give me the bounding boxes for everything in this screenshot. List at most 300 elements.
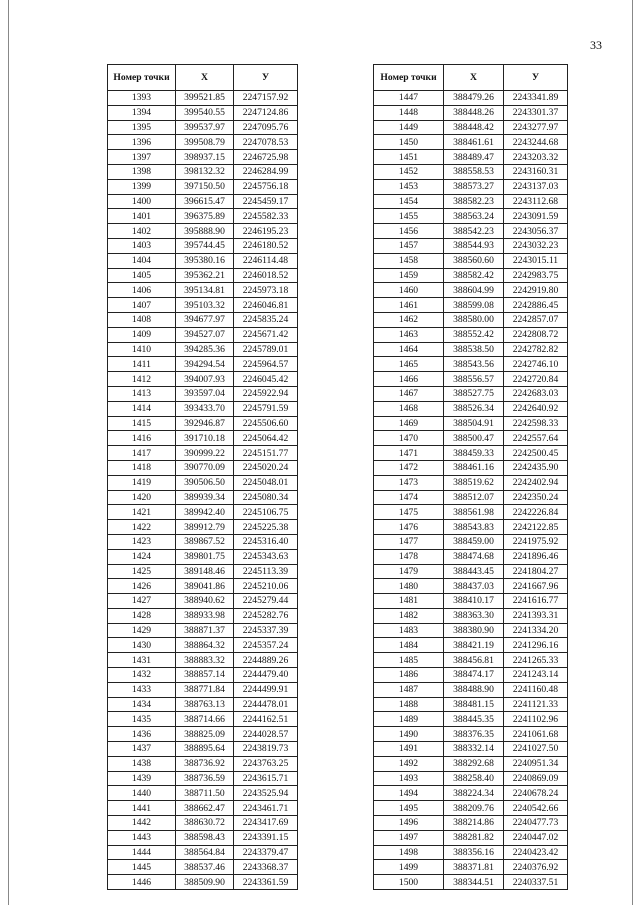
cell-x: 389942.40 (176, 505, 234, 520)
cell-point-number: 1490 (374, 727, 444, 742)
cell-x: 389148.46 (176, 564, 234, 579)
cell-x: 388214.86 (444, 816, 504, 831)
cell-y: 2244478.01 (234, 697, 298, 712)
cell-point-number: 1496 (374, 816, 444, 831)
table-row (374, 623, 568, 638)
page-number: 33 (590, 38, 602, 52)
cell-x: 395362.21 (176, 268, 234, 283)
cell-x: 388864.32 (176, 638, 234, 653)
table-row (374, 268, 568, 283)
cell-y: 2242983.75 (504, 268, 568, 283)
cell-x: 389041.86 (176, 579, 234, 594)
cell-y: 2243819.73 (234, 742, 298, 757)
table-row (374, 697, 568, 712)
table-row (374, 446, 568, 461)
cell-y: 2240951.34 (504, 756, 568, 771)
cell-point-number: 1477 (374, 534, 444, 549)
cell-point-number: 1458 (374, 253, 444, 268)
cell-x: 388461.61 (444, 135, 504, 150)
cell-y: 2243032.23 (504, 238, 568, 253)
table-row (374, 860, 568, 875)
cell-x: 393597.04 (176, 386, 234, 401)
cell-x: 388582.23 (444, 194, 504, 209)
cell-x: 388736.59 (176, 771, 234, 786)
cell-y: 2243763.25 (234, 756, 298, 771)
cell-x: 388564.84 (176, 845, 234, 860)
cell-y: 2246725.98 (234, 150, 298, 165)
table-row (374, 771, 568, 786)
cell-x: 396375.89 (176, 209, 234, 224)
table-row (374, 91, 568, 106)
table-row (374, 786, 568, 801)
cell-x: 388224.34 (444, 786, 504, 801)
cell-y: 2244479.40 (234, 668, 298, 683)
cell-y: 2245343.63 (234, 549, 298, 564)
table-row (374, 224, 568, 239)
cell-y: 2241160.48 (504, 682, 568, 697)
cell-x: 388459.00 (444, 534, 504, 549)
cell-point-number: 1497 (374, 830, 444, 845)
cell-point-number: 1404 (108, 253, 176, 268)
table-row (374, 653, 568, 668)
table-row (108, 431, 298, 446)
cell-x: 388500.47 (444, 431, 504, 446)
cell-x: 388552.42 (444, 327, 504, 342)
cell-y: 2241975.92 (504, 534, 568, 549)
cell-y: 2245756.18 (234, 179, 298, 194)
cell-x: 394007.93 (176, 372, 234, 387)
table-row (108, 520, 298, 535)
cell-y: 2245151.77 (234, 446, 298, 461)
table-row (374, 135, 568, 150)
cell-point-number: 1479 (374, 564, 444, 579)
cell-point-number: 1412 (108, 372, 176, 387)
cell-point-number: 1420 (108, 490, 176, 505)
cell-x: 389912.79 (176, 520, 234, 535)
cell-y: 2243203.32 (504, 150, 568, 165)
cell-point-number: 1447 (374, 91, 444, 106)
cell-point-number: 1397 (108, 150, 176, 165)
table-row (108, 860, 298, 875)
cell-y: 2241896.46 (504, 549, 568, 564)
table-row (108, 342, 298, 357)
cell-point-number: 1413 (108, 386, 176, 401)
cell-point-number: 1485 (374, 653, 444, 668)
cell-x: 388857.14 (176, 668, 234, 683)
cell-y: 2240376.92 (504, 860, 568, 875)
table-row (374, 150, 568, 165)
table-row (108, 209, 298, 224)
table-row (108, 608, 298, 623)
cell-x: 398937.15 (176, 150, 234, 165)
cell-point-number: 1500 (374, 875, 444, 890)
cell-point-number: 1487 (374, 682, 444, 697)
cell-point-number: 1414 (108, 401, 176, 416)
cell-y: 2243112.68 (504, 194, 568, 209)
cell-x: 388561.98 (444, 505, 504, 520)
cell-x: 399521.85 (176, 91, 234, 106)
cell-x: 388344.51 (444, 875, 504, 890)
cell-y: 2241667.96 (504, 579, 568, 594)
cell-x: 399537.97 (176, 120, 234, 135)
cell-point-number: 1430 (108, 638, 176, 653)
coordinates-table-left (107, 64, 298, 890)
cell-y: 2242226.84 (504, 505, 568, 520)
cell-x: 390999.22 (176, 446, 234, 461)
cell-point-number: 1418 (108, 460, 176, 475)
cell-y: 2242350.24 (504, 490, 568, 505)
cell-point-number: 1454 (374, 194, 444, 209)
cell-x: 395103.32 (176, 298, 234, 313)
table-row (374, 179, 568, 194)
cell-x: 389801.75 (176, 549, 234, 564)
cell-x: 392946.87 (176, 416, 234, 431)
cell-y: 2241393.31 (504, 608, 568, 623)
table-row (374, 742, 568, 757)
cell-point-number: 1460 (374, 283, 444, 298)
cell-point-number: 1471 (374, 446, 444, 461)
cell-x: 388573.27 (444, 179, 504, 194)
cell-y: 2241334.20 (504, 623, 568, 638)
cell-y: 2242919.80 (504, 283, 568, 298)
cell-point-number: 1488 (374, 697, 444, 712)
cell-x: 388437.03 (444, 579, 504, 594)
cell-y: 2245789.01 (234, 342, 298, 357)
cell-y: 2245113.39 (234, 564, 298, 579)
cell-point-number: 1423 (108, 534, 176, 549)
cell-x: 388410.17 (444, 594, 504, 609)
cell-x: 388630.72 (176, 816, 234, 831)
cell-y: 2241243.14 (504, 668, 568, 683)
table-row (108, 742, 298, 757)
cell-point-number: 1486 (374, 668, 444, 683)
cell-x: 395134.81 (176, 283, 234, 298)
cell-x: 388558.53 (444, 164, 504, 179)
cell-x: 388526.34 (444, 401, 504, 416)
header-y: У (504, 65, 568, 91)
table-row (374, 579, 568, 594)
cell-x: 388504.91 (444, 416, 504, 431)
cell-y: 2242557.64 (504, 431, 568, 446)
table-header-row (374, 65, 568, 91)
cell-point-number: 1480 (374, 579, 444, 594)
table-row (374, 801, 568, 816)
cell-x: 388883.32 (176, 653, 234, 668)
cell-x: 388371.81 (444, 860, 504, 875)
table-row (108, 771, 298, 786)
cell-x: 388599.08 (444, 298, 504, 313)
cell-y: 2245973.18 (234, 283, 298, 298)
cell-x: 388489.47 (444, 150, 504, 165)
table-row (374, 490, 568, 505)
cell-point-number: 1439 (108, 771, 176, 786)
cell-y: 2243091.59 (504, 209, 568, 224)
cell-y: 2245048.01 (234, 475, 298, 490)
cell-point-number: 1450 (374, 135, 444, 150)
cell-point-number: 1468 (374, 401, 444, 416)
cell-y: 2242122.85 (504, 520, 568, 535)
cell-point-number: 1436 (108, 727, 176, 742)
cell-y: 2247124.86 (234, 105, 298, 120)
table-row (374, 105, 568, 120)
table-row (108, 357, 298, 372)
cell-point-number: 1440 (108, 786, 176, 801)
cell-point-number: 1475 (374, 505, 444, 520)
cell-y: 2243368.37 (234, 860, 298, 875)
cell-x: 388763.13 (176, 697, 234, 712)
cell-y: 2243525.94 (234, 786, 298, 801)
cell-point-number: 1416 (108, 431, 176, 446)
table-row (374, 756, 568, 771)
cell-x: 388376.35 (444, 727, 504, 742)
cell-point-number: 1394 (108, 105, 176, 120)
cell-point-number: 1478 (374, 549, 444, 564)
cell-point-number: 1495 (374, 801, 444, 816)
table-row (108, 416, 298, 431)
cell-x: 394677.97 (176, 312, 234, 327)
cell-point-number: 1426 (108, 579, 176, 594)
table-row (374, 238, 568, 253)
cell-point-number: 1451 (374, 150, 444, 165)
cell-x: 388538.50 (444, 342, 504, 357)
page-edge-left (8, 0, 9, 905)
table-row (108, 298, 298, 313)
cell-y: 2240542.66 (504, 801, 568, 816)
cell-x: 388825.09 (176, 727, 234, 742)
cell-x: 388461.16 (444, 460, 504, 475)
cell-x: 388543.83 (444, 520, 504, 535)
cell-point-number: 1455 (374, 209, 444, 224)
cell-point-number: 1428 (108, 608, 176, 623)
cell-y: 2240337.51 (504, 875, 568, 890)
cell-y: 2241102.96 (504, 712, 568, 727)
cell-point-number: 1465 (374, 357, 444, 372)
table-row (108, 283, 298, 298)
cell-x: 388448.26 (444, 105, 504, 120)
cell-y: 2240447.02 (504, 830, 568, 845)
cell-x: 388363.30 (444, 608, 504, 623)
cell-y: 2241804.27 (504, 564, 568, 579)
table-row (374, 194, 568, 209)
cell-point-number: 1467 (374, 386, 444, 401)
cell-y: 2245671.42 (234, 327, 298, 342)
table-row (108, 253, 298, 268)
cell-x: 395744.45 (176, 238, 234, 253)
cell-y: 2245210.06 (234, 579, 298, 594)
cell-y: 2241121.33 (504, 697, 568, 712)
cell-y: 2243391.15 (234, 830, 298, 845)
table-row (108, 446, 298, 461)
cell-x: 394294.54 (176, 357, 234, 372)
cell-x: 388481.15 (444, 697, 504, 712)
cell-point-number: 1401 (108, 209, 176, 224)
coordinates-table-right (373, 64, 568, 890)
table-row (108, 549, 298, 564)
cell-y: 2242500.45 (504, 446, 568, 461)
table-row (374, 460, 568, 475)
header-y: У (234, 65, 298, 91)
cell-point-number: 1498 (374, 845, 444, 860)
header-x: X (176, 65, 234, 91)
table-row (374, 209, 568, 224)
cell-x: 388512.07 (444, 490, 504, 505)
cell-y: 2246114.48 (234, 253, 298, 268)
table-row (374, 357, 568, 372)
cell-point-number: 1398 (108, 164, 176, 179)
table-row (108, 372, 298, 387)
table-row (374, 475, 568, 490)
cell-x: 393433.70 (176, 401, 234, 416)
cell-y: 2242857.07 (504, 312, 568, 327)
table-row (108, 386, 298, 401)
cell-point-number: 1400 (108, 194, 176, 209)
table-row (374, 327, 568, 342)
table-row (374, 594, 568, 609)
cell-point-number: 1427 (108, 594, 176, 609)
cell-point-number: 1457 (374, 238, 444, 253)
cell-y: 2242886.45 (504, 298, 568, 313)
cell-x: 398132.32 (176, 164, 234, 179)
table-row (108, 460, 298, 475)
cell-y: 2243417.69 (234, 816, 298, 831)
table-row (108, 490, 298, 505)
cell-point-number: 1405 (108, 268, 176, 283)
cell-point-number: 1462 (374, 312, 444, 327)
table-row (108, 638, 298, 653)
cell-point-number: 1424 (108, 549, 176, 564)
table-row (108, 164, 298, 179)
cell-x: 388281.82 (444, 830, 504, 845)
cell-y: 2243277.97 (504, 120, 568, 135)
cell-x: 388356.16 (444, 845, 504, 860)
table-row (108, 194, 298, 209)
header-point-number: Номер точки (108, 65, 176, 91)
cell-point-number: 1444 (108, 845, 176, 860)
cell-y: 2243244.68 (504, 135, 568, 150)
cell-point-number: 1396 (108, 135, 176, 150)
cell-x: 388582.42 (444, 268, 504, 283)
cell-y: 2246180.52 (234, 238, 298, 253)
cell-x: 389867.52 (176, 534, 234, 549)
cell-point-number: 1409 (108, 327, 176, 342)
cell-x: 388479.26 (444, 91, 504, 106)
cell-y: 2240869.09 (504, 771, 568, 786)
cell-x: 388543.56 (444, 357, 504, 372)
cell-y: 2242808.72 (504, 327, 568, 342)
cell-x: 388209.76 (444, 801, 504, 816)
cell-y: 2245922.94 (234, 386, 298, 401)
cell-y: 2240477.73 (504, 816, 568, 831)
cell-y: 2245791.59 (234, 401, 298, 416)
cell-y: 2242746.10 (504, 357, 568, 372)
cell-x: 391710.18 (176, 431, 234, 446)
cell-y: 2245020.24 (234, 460, 298, 475)
cell-point-number: 1446 (108, 875, 176, 890)
cell-point-number: 1484 (374, 638, 444, 653)
cell-point-number: 1481 (374, 594, 444, 609)
table-row (108, 682, 298, 697)
table-row (374, 727, 568, 742)
cell-y: 2243160.31 (504, 164, 568, 179)
cell-x: 388662.47 (176, 801, 234, 816)
cell-x: 388459.33 (444, 446, 504, 461)
table-row (374, 372, 568, 387)
cell-y: 2240678.24 (504, 786, 568, 801)
cell-y: 2242435.90 (504, 460, 568, 475)
cell-y: 2244889.26 (234, 653, 298, 668)
cell-point-number: 1403 (108, 238, 176, 253)
table-row (108, 238, 298, 253)
cell-y: 2245106.75 (234, 505, 298, 520)
cell-y: 2243137.03 (504, 179, 568, 194)
cell-x: 399508.79 (176, 135, 234, 150)
table-header-row (108, 65, 298, 91)
cell-x: 388895.64 (176, 742, 234, 757)
cell-y: 2245835.24 (234, 312, 298, 327)
cell-point-number: 1483 (374, 623, 444, 638)
cell-x: 394527.07 (176, 327, 234, 342)
cell-x: 390506.50 (176, 475, 234, 490)
cell-x: 388519.62 (444, 475, 504, 490)
table-row (374, 830, 568, 845)
cell-point-number: 1406 (108, 283, 176, 298)
cell-y: 2245506.60 (234, 416, 298, 431)
table-row (108, 91, 298, 106)
cell-point-number: 1472 (374, 460, 444, 475)
table-row (374, 253, 568, 268)
table-row (374, 816, 568, 831)
cell-point-number: 1438 (108, 756, 176, 771)
cell-point-number: 1399 (108, 179, 176, 194)
cell-x: 396615.47 (176, 194, 234, 209)
table-row (108, 653, 298, 668)
cell-point-number: 1417 (108, 446, 176, 461)
table-row (374, 416, 568, 431)
cell-y: 2246046.81 (234, 298, 298, 313)
cell-y: 2246045.42 (234, 372, 298, 387)
table-row (374, 682, 568, 697)
cell-point-number: 1448 (374, 105, 444, 120)
table-row (374, 638, 568, 653)
cell-x: 388563.24 (444, 209, 504, 224)
cell-x: 395888.90 (176, 224, 234, 239)
table-row (374, 164, 568, 179)
cell-y: 2243301.37 (504, 105, 568, 120)
cell-y: 2243015.11 (504, 253, 568, 268)
cell-y: 2241296.16 (504, 638, 568, 653)
cell-x: 395380.16 (176, 253, 234, 268)
cell-x: 388527.75 (444, 386, 504, 401)
cell-point-number: 1434 (108, 697, 176, 712)
cell-x: 388509.90 (176, 875, 234, 890)
table-row (374, 505, 568, 520)
cell-point-number: 1437 (108, 742, 176, 757)
cell-x: 388933.98 (176, 608, 234, 623)
cell-y: 2245582.33 (234, 209, 298, 224)
cell-point-number: 1449 (374, 120, 444, 135)
cell-x: 388711.50 (176, 786, 234, 801)
table-row (374, 431, 568, 446)
cell-y: 2245357.24 (234, 638, 298, 653)
cell-y: 2247078.53 (234, 135, 298, 150)
table-row (108, 801, 298, 816)
cell-point-number: 1489 (374, 712, 444, 727)
header-x: X (444, 65, 504, 91)
table-row (108, 594, 298, 609)
cell-y: 2244499.91 (234, 682, 298, 697)
table-row (108, 135, 298, 150)
table-row (374, 845, 568, 860)
